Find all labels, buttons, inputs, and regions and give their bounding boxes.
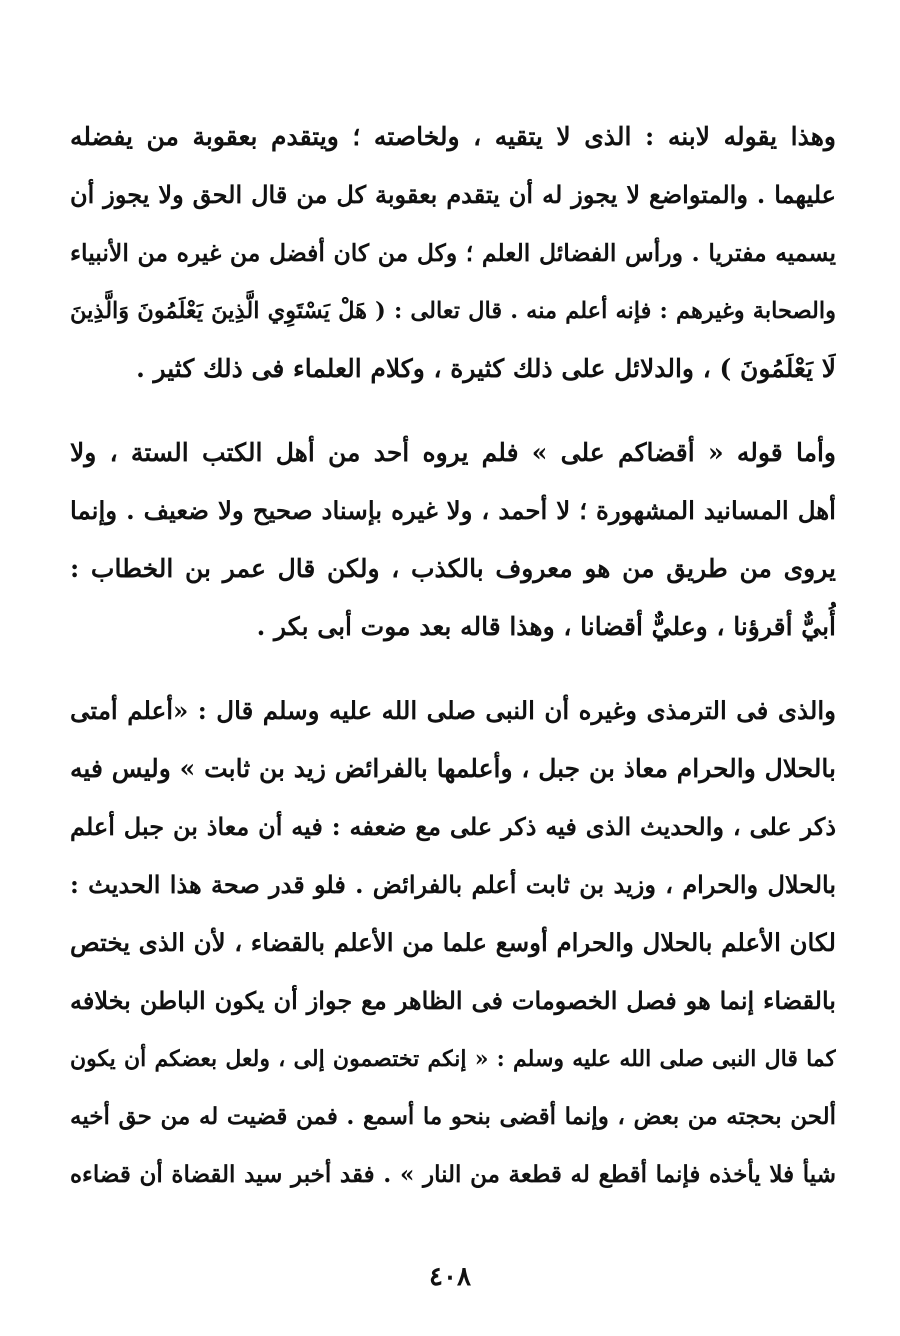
text-line: شيأ فلا يأخذه فإنما أقطع له قطعة من النار » . فقد أخبر سيد القضاة أن قضاءه — [70, 1161, 836, 1188]
text-line: بالحلال والحرام ، وزيد بن ثابت أعلم بالفرائض . فلو قدر صحة هذا الحديث : — [70, 870, 836, 899]
text-line: أهل المسانيد المشهورة ؛ لا أحمد ، ولا غيره بإسناد صحيح ولا ضعيف . وإنما — [70, 496, 836, 525]
text-line: لَا يَعْلَمُونَ ) ، والدلائل على ذلك كثيرة ، وكلام العلماء فى ذلك كثير . — [136, 354, 836, 383]
paragraph-3 — [70, 682, 836, 1204]
text-line: ذكر على ، والحديث الذى فيه ذكر على مع ضعفه : فيه أن معاذ بن جبل أعلم — [70, 812, 836, 841]
text-line: وأما قوله « أقضاكم على » فلم يروه أحد من أهل الكتب الستة ، ولا — [70, 438, 836, 467]
text-line: ألحن بحجته من بعض ، وإنما أقضى بنحو ما أسمع . فمن قضيت له من حق أخيه — [70, 1103, 836, 1130]
text-line: أُبيٌّ أقرؤنا ، وعليٌّ أقضانا ، وهذا قاله بعد موت أبى بكر . — [256, 612, 836, 641]
paragraph-2 — [70, 424, 836, 656]
text-line: وهذا يقوله لابنه : الذى لا يتقيه ، ولخاصته ؛ ويتقدم بعقوبة من يفضله — [70, 122, 836, 151]
text-line: يروى من طريق من هو معروف بالكذب ، ولكن قال عمر بن الخطاب : — [70, 554, 836, 583]
page-body — [70, 108, 836, 1230]
text-line: يسميه مفتريا . ورأس الفضائل العلم ؛ وكل من كان أفضل من غيره من الأنبياء — [70, 239, 836, 267]
text-line: كما قال النبى صلى الله عليه وسلم : « إنكم تختصمون إلى ، ولعل بعضكم أن يكون — [70, 1046, 836, 1072]
page-number: ٤٠٨ — [429, 1262, 471, 1292]
text-line: والصحابة وغيرهم : فإنه أعلم منه . قال تعالى : ( هَلْ يَسْتَوِي الَّذِينَ يَعْلَمُونَ وَالَّذِينَ — [70, 298, 836, 324]
text-line: عليهما . والمتواضع لا يجوز له أن يتقدم بعقوبة كل من قال الحق ولا يجوز أن — [70, 180, 836, 209]
paragraph-1 — [70, 108, 836, 398]
text-line: بالحلال والحرام معاذ بن جبل ، وأعلمها بالفرائض زيد بن ثابت » وليس فيه — [70, 754, 836, 783]
text-line: والذى فى الترمذى وغيره أن النبى صلى الله عليه وسلم قال : «أعلم أمتى — [70, 696, 836, 725]
text-line: بالقضاء إنما هو فصل الخصومات فى الظاهر مع جواز أن يكون الباطن بخلافه — [70, 986, 836, 1015]
text-line: لكان الأعلم بالحلال والحرام أوسع علما من الأعلم بالقضاء ، لأن الذى يختص — [70, 928, 836, 957]
